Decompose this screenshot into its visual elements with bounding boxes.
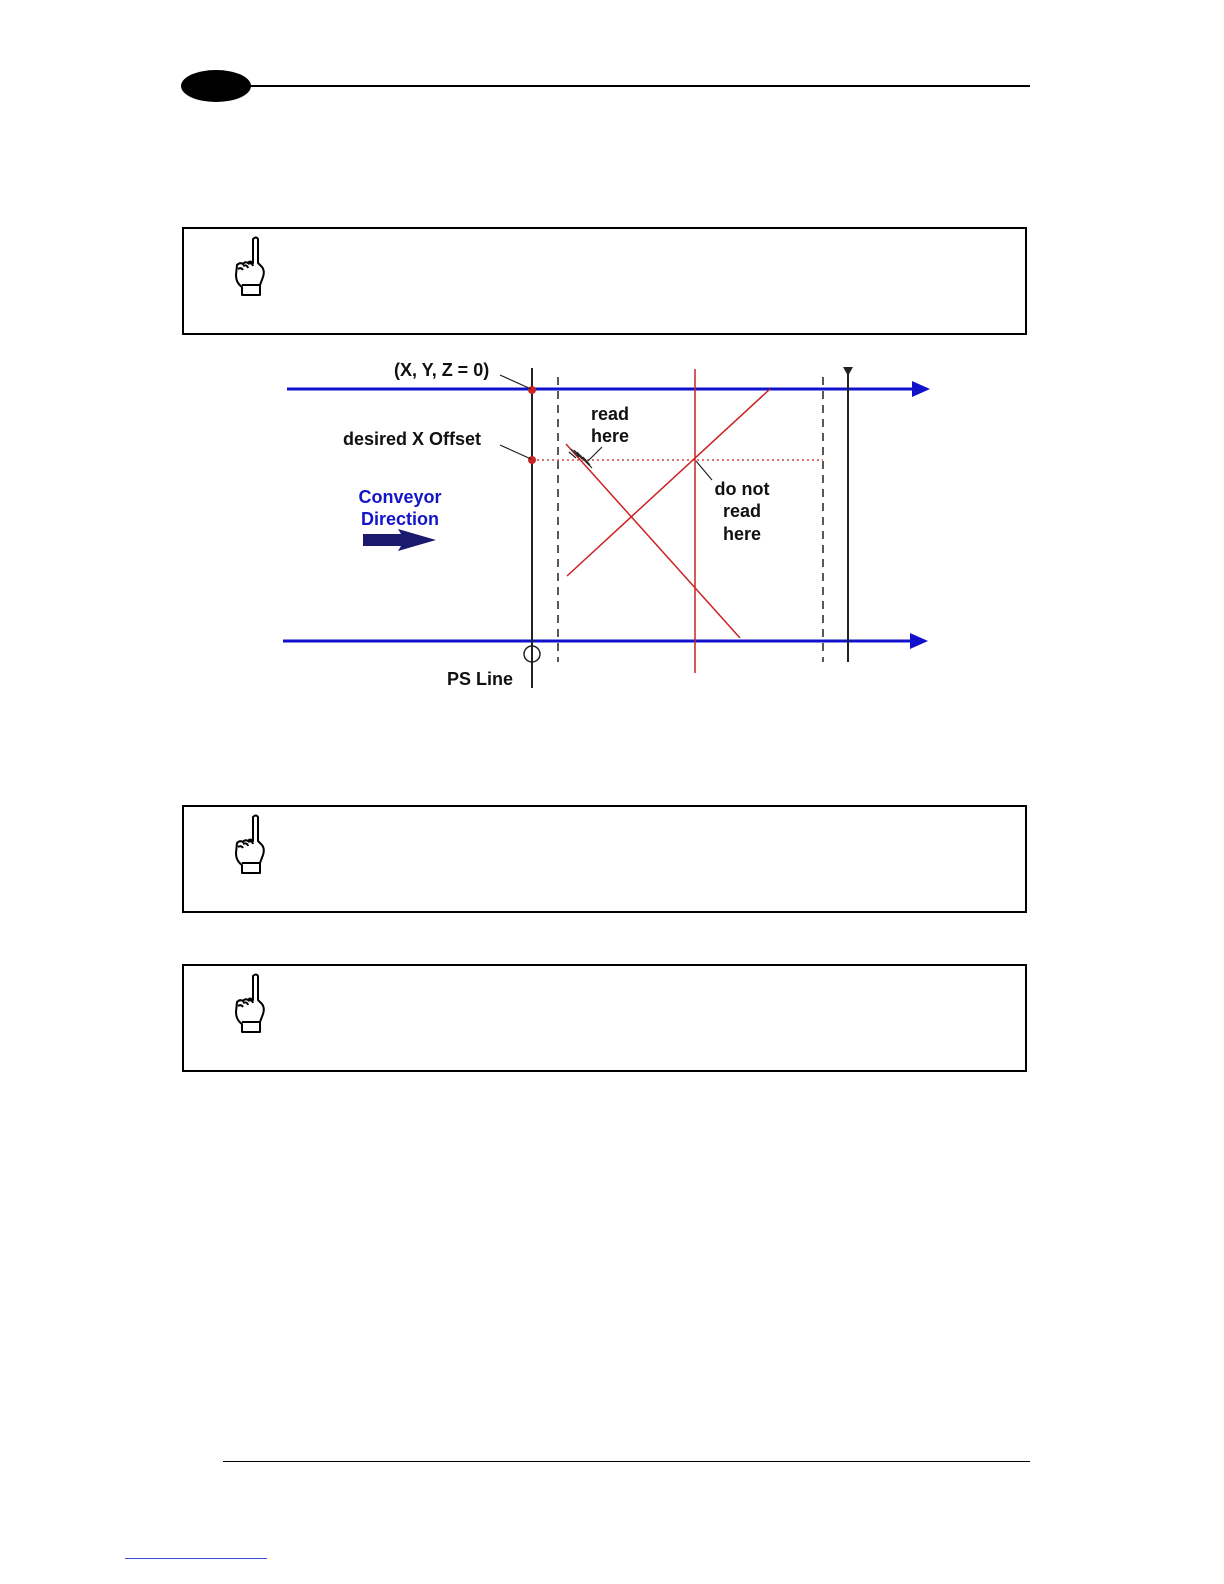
read-here-label-line2: here (590, 426, 630, 446)
chapter-tab (181, 70, 251, 102)
footer-link-underline[interactable] (125, 1558, 267, 1559)
pointing-hand-icon (232, 972, 268, 1034)
offset-label: desired X Offset (343, 429, 482, 449)
conveyor-direction-arrow (363, 529, 436, 551)
pointing-hand-icon (232, 813, 268, 875)
do-not-read-leader (696, 461, 712, 480)
scan-line-descending (566, 444, 740, 638)
note-box (182, 805, 1027, 913)
note-box (182, 964, 1027, 1072)
conveyor-bottom-arrowhead (910, 633, 928, 649)
origin-label: (X, Y, Z = 0) (394, 360, 490, 380)
header-rule (245, 85, 1030, 87)
do-not-read-label-line2: read (722, 501, 762, 521)
conveyor-direction-label-line1: Conveyor (358, 487, 442, 507)
pointing-hand-icon (232, 235, 268, 297)
offset-point (528, 456, 536, 464)
conveyor-direction-label-line2: Direction (360, 509, 440, 529)
do-not-read-label-line1: do not (714, 479, 770, 499)
origin-point (528, 386, 536, 394)
do-not-read-label-line3: here (722, 524, 762, 544)
conveyor-top-arrowhead (912, 381, 930, 397)
ps-line-label: PS Line (447, 669, 514, 689)
origin-leader (500, 375, 531, 389)
right-marker-triangle (843, 367, 853, 376)
note-box (182, 227, 1027, 335)
read-here-leader (588, 447, 602, 461)
offset-leader (500, 445, 531, 459)
read-here-label-line1: read (590, 404, 630, 424)
conveyor-diagram (280, 355, 940, 695)
footer-rule (223, 1461, 1030, 1462)
